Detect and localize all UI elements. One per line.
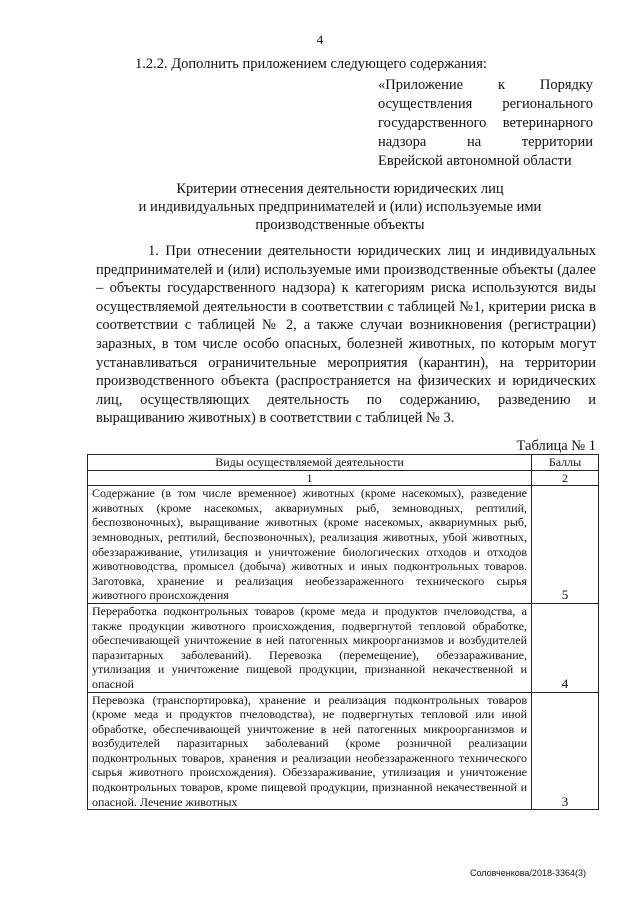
score-cell: 4 (532, 603, 599, 692)
header-activity: Виды осуществляемой деятельности (88, 455, 532, 471)
table-header-row (88, 455, 599, 471)
activity-cell: Содержание (в том числе временное) животных (кроме насекомых), разведение животных (кроме насекомых, аквариумных рыб, земноводных, рептилий, беспозвоночных), выращивание животных (кроме насекомых, аквариумных рыб, земноводных, рептилий, беспозвоночных), реализация животных, убой животных, обеззараживание, утилизация и уничтожение биологических отходов и отходов животноводства, промысел (добыча) животных и иных подконтрольных товаров. Заготовка, хранение и реализация необеззараженного технического сырья животного происхождения (88, 486, 532, 604)
header-score: Баллы (532, 455, 599, 471)
table-label: Таблица № 1 (516, 438, 596, 454)
criteria-title-line: и индивидуальных предпринимателей и (или) используемые ими (138, 199, 542, 215)
activity-cell: Перевозка (транспортировка), хранение и реализация подконтрольных товаров (кроме меда и продуктов пчеловодства), не подвергнутых тепловой или иной обработке, обеспечивающей уничтожение в ней патогенных микроорганизмов и возбудителей паразитарных заболеваний (кроме розничной реализации подконтрольных товаров, хранения и реализации необеззараженного технического сырья животного происхождения). Обеззараживание, утилизация и уничтожение подконтрольных товаров, кроме пищевой продукции, признанной некачественной и опасной. Лечение животных (88, 692, 532, 810)
column-number: 1 (88, 470, 532, 486)
page-number: 4 (316, 32, 324, 47)
table-row (88, 603, 599, 692)
amendment-line: 1.2.2. Дополнить приложением следующего содержания: (135, 56, 487, 72)
criteria-title (90, 180, 590, 234)
column-number: 2 (532, 470, 599, 486)
activity-cell: Переработка подконтрольных товаров (кроме меда и продуктов пчеловодства, а также продукции животного происхождения, подвергнутой тепловой обработке, обеспечивающей уничтожение в ней патогенных микроорганизмов и возбудителей паразитарных заболеваний). Перевозка (перемещение), обеззараживание, утилизация и уничтожение пищевой продукции, признанной некачественной и опасной (88, 603, 532, 692)
score-cell: 3 (532, 692, 599, 810)
footer-code: Соловченкова/2018-3364(3) (470, 868, 586, 878)
column-number-row (88, 470, 599, 486)
appendix-heading-line: Еврейской автономной области (378, 153, 572, 169)
appendix-heading-line: государственного ветеринарного (378, 115, 593, 131)
appendix-heading (378, 76, 593, 171)
table-row (88, 486, 599, 604)
paragraph-1: 1. При отнесении деятельности юридических лиц и индивидуальных предпринимателей и (или) используемые ими производственные объекты (далее – объекты государственного надзора) к категориям риска используются виды осуществляемой деятельности в соответствии с таблицей №1, критерии риска в соответствии с таблицей № 2, а также случаи возникновения (регистрации) заразных, в том числе особо опасных, болезней животных, по которым могут устанавливаться ограничительные мероприятия (карантин), на территории производственного объекта (распространяется на физических и юридических лиц, осуществляющих деятельность по содержанию, разведению и выращиванию животных) в соответствии с таблицей № 3. (96, 243, 596, 427)
appendix-heading-line: надзора на территории (378, 134, 593, 150)
appendix-heading-line: осуществления регионального (378, 96, 593, 112)
score-cell: 5 (532, 486, 599, 604)
criteria-title-line: Критерии отнесения деятельности юридических лиц (176, 181, 504, 197)
activity-risk-table (87, 454, 599, 810)
appendix-heading-line: «Приложение к Порядку (378, 77, 593, 93)
table-row (88, 692, 599, 810)
criteria-title-line: производственные объекты (255, 217, 425, 233)
